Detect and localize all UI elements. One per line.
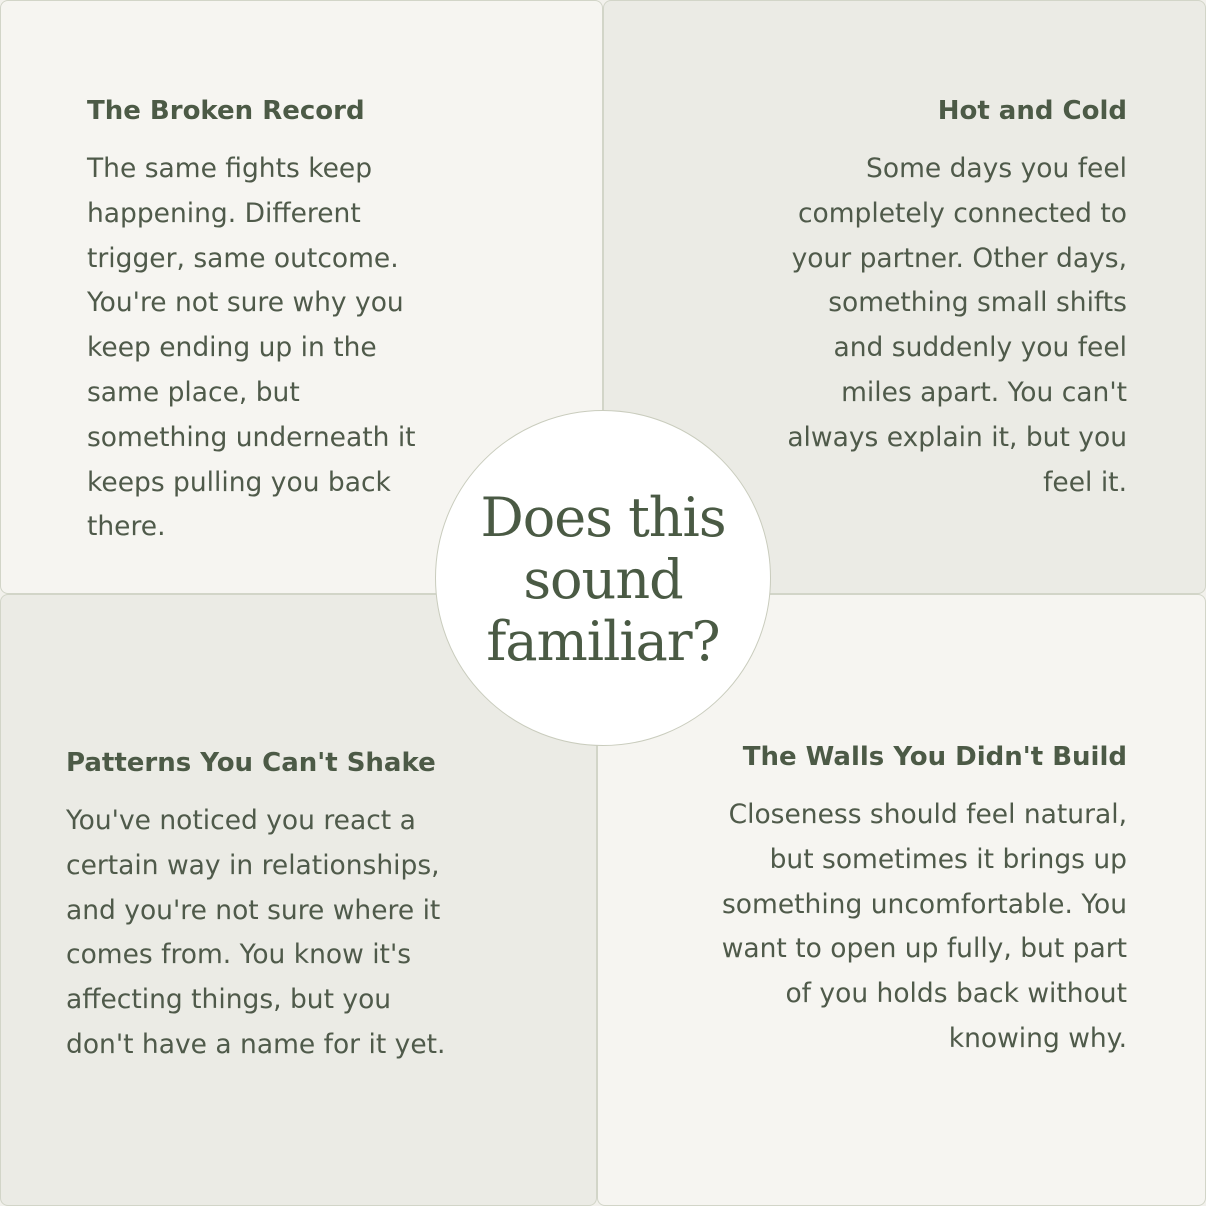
card-body-line: and you're not sure where it — [66, 894, 441, 926]
card-body-line: knowing why. — [948, 1022, 1127, 1054]
card-body-line: trigger, same outcome. — [87, 242, 399, 274]
card-title: Patterns You Can't Shake — [66, 748, 436, 778]
card-body-line: You're not sure why you — [87, 287, 404, 319]
card-title: The Broken Record — [87, 96, 365, 126]
card-body-line: comes from. You know it's — [66, 939, 412, 971]
card-body-line: your partner. Other days, — [791, 242, 1127, 274]
card-title: Hot and Cold — [937, 96, 1127, 126]
card-body-line: The same fights keep — [87, 153, 373, 184]
card-body-line: completely connected to — [797, 197, 1127, 229]
card-body-line: You've noticed you react a — [66, 805, 416, 836]
card-body-line: keeps pulling you back — [87, 466, 391, 498]
card-title: The Walls You Didn't Build — [742, 742, 1127, 772]
card-body-line: miles apart. You can't — [841, 376, 1127, 408]
card-body-line: Closeness should feel natural, — [728, 799, 1127, 830]
card-body-line: keep ending up in the — [87, 332, 377, 364]
card-body-line: want to open up fully, but part — [721, 933, 1127, 965]
card-body-line: affecting things, but you — [66, 984, 392, 1016]
card-body-line: always explain it, but you — [787, 421, 1127, 453]
center-circle — [435, 410, 771, 746]
card-body-line: but sometimes it brings up — [769, 843, 1127, 875]
card-body — [747, 147, 1127, 505]
card-body — [667, 793, 1127, 1062]
card-body-line: and suddenly you feel — [833, 332, 1127, 364]
card-body-line: something underneath it — [87, 421, 416, 453]
headline-line: sound — [523, 548, 683, 611]
card-body-line: certain way in relationships, — [66, 849, 440, 881]
headline — [480, 487, 725, 673]
card-body-line: something small shifts — [828, 287, 1127, 319]
card-body — [87, 147, 467, 550]
card-body-line: something uncomfortable. You — [722, 888, 1127, 920]
card-body-line: feel it. — [1043, 466, 1127, 498]
card-body-line: Some days you feel — [866, 153, 1127, 184]
card-body-line: happening. Different — [87, 197, 361, 229]
headline-line: familiar? — [486, 610, 720, 673]
card-body-line: same place, but — [87, 376, 300, 408]
card-body-line: there. — [87, 511, 166, 543]
headline-line: Does this — [480, 486, 726, 549]
card-body-line: of you holds back without — [785, 978, 1127, 1010]
card-body — [66, 799, 476, 1068]
card-body-line: don't have a name for it yet. — [66, 1028, 446, 1060]
